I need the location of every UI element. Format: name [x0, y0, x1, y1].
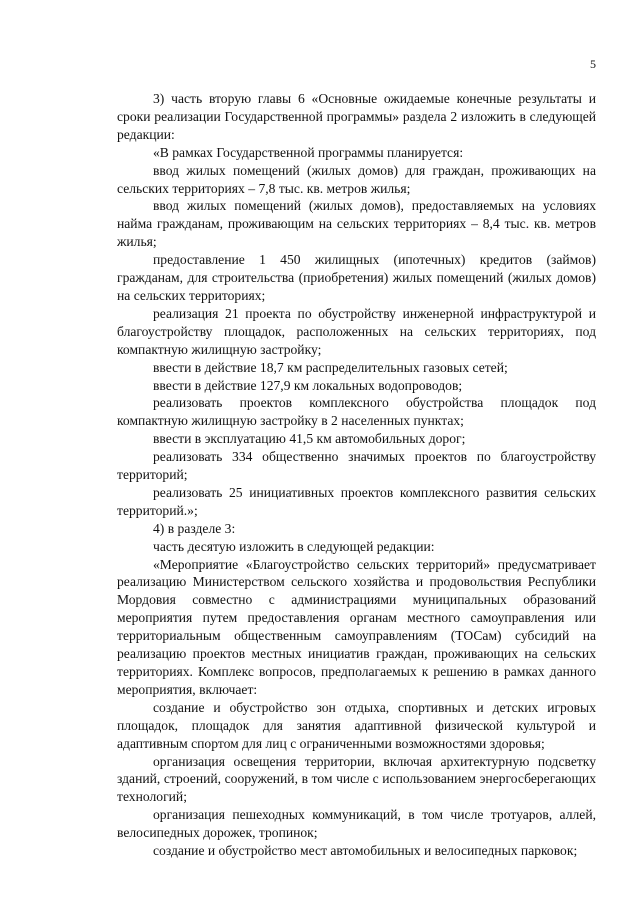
- paragraph-housing-citizens: ввод жилых помещений (жилых домов) для граждан, проживающих на сельских территориях – 7,8 тыс. кв. метров жилья;: [117, 162, 596, 196]
- paragraph-initiative-projects: реализовать 25 инициативных проектов комплексного развития сельских территорий.»;: [117, 484, 596, 518]
- paragraph-housing-rent: ввод жилых помещений (жилых домов), предоставляемых на условиях найма гражданам, проживающим на сельских территориях – 8,4 тыс. кв. метров жилья;: [117, 198, 596, 250]
- paragraph-infrastructure-projects: реализация 21 проекта по обустройству инженерной инфраструктурой и благоустройству площадок, расположенных на сельских территориях, под компактную жилищную застройку;: [117, 305, 596, 357]
- paragraph-parking: создание и обустройство мест автомобильных и велосипедных парковок;: [153, 843, 578, 859]
- paragraph-recreation-zones: создание и обустройство зон отдыха, спортивных и детских игровых площадок, площадок для занятия адаптивной физической культурой и адаптивным спортом для лиц с ограниченными возможностями здоровья;: [117, 699, 596, 751]
- paragraph-public-projects: реализовать 334 общественно значимых проектов по благоустройству территорий;: [117, 449, 596, 483]
- paragraph-gas-networks: ввести в действие 18,7 км распределительных газовых сетей;: [153, 359, 508, 375]
- paragraph-roads: ввести в эксплуатацию 41,5 км автомобильных дорог;: [153, 431, 466, 447]
- paragraph-lighting: организация освещения территории, включая архитектурную подсветку зданий, строений, сооружений, в том числе с использованием энергосберегающих технологий;: [117, 753, 596, 805]
- document-body: [117, 90, 596, 860]
- paragraph-item-3-heading: 3) часть вторую главы 6 «Основные ожидаемые конечные результаты и сроки реализации Государственной программы» раздела 2 изложить в следующей редакции:: [117, 91, 596, 142]
- paragraph-complex-development: реализовать проектов комплексного обустройства площадок под компактную жилищную застройку в 2 населенных пунктах;: [117, 395, 596, 429]
- paragraph-improvement-measure: «Мероприятие «Благоустройство сельских территорий» предусматривает реализацию Министерством сельского хозяйства и продовольствия Республики Мордовия совместно с администрациями муниципальных образований мероприятия путем предоставления органам местного самоуправления или территориальным общественным самоуправлениям (ТОСам) субсидий на реализацию проектов местных инициатив граждан, проживающих на сельских территориях. Комплекс вопросов, предполагаемых к решению в рамках данного мероприятия, включает:: [117, 556, 596, 697]
- paragraph-pedestrian: организация пешеходных коммуникаций, в том числе тротуаров, аллей, велосипедных дорожек, тропинок;: [117, 807, 596, 841]
- paragraph-part-ten: часть десятую изложить в следующей редакции:: [153, 538, 435, 554]
- paragraph-program-intro: «В рамках Государственной программы планируется:: [153, 144, 464, 160]
- page-number: 5: [590, 57, 596, 71]
- paragraph-water-pipelines: ввести в действие 127,9 км локальных водопроводов;: [153, 377, 463, 393]
- paragraph-mortgage-loans: предоставление 1 450 жилищных (ипотечных) кредитов (займов) гражданам, для строительства (приобретения) жилых помещений (жилых домов) на сельских территориях;: [117, 252, 596, 303]
- paragraph-item-4-heading: 4) в разделе 3:: [153, 520, 236, 536]
